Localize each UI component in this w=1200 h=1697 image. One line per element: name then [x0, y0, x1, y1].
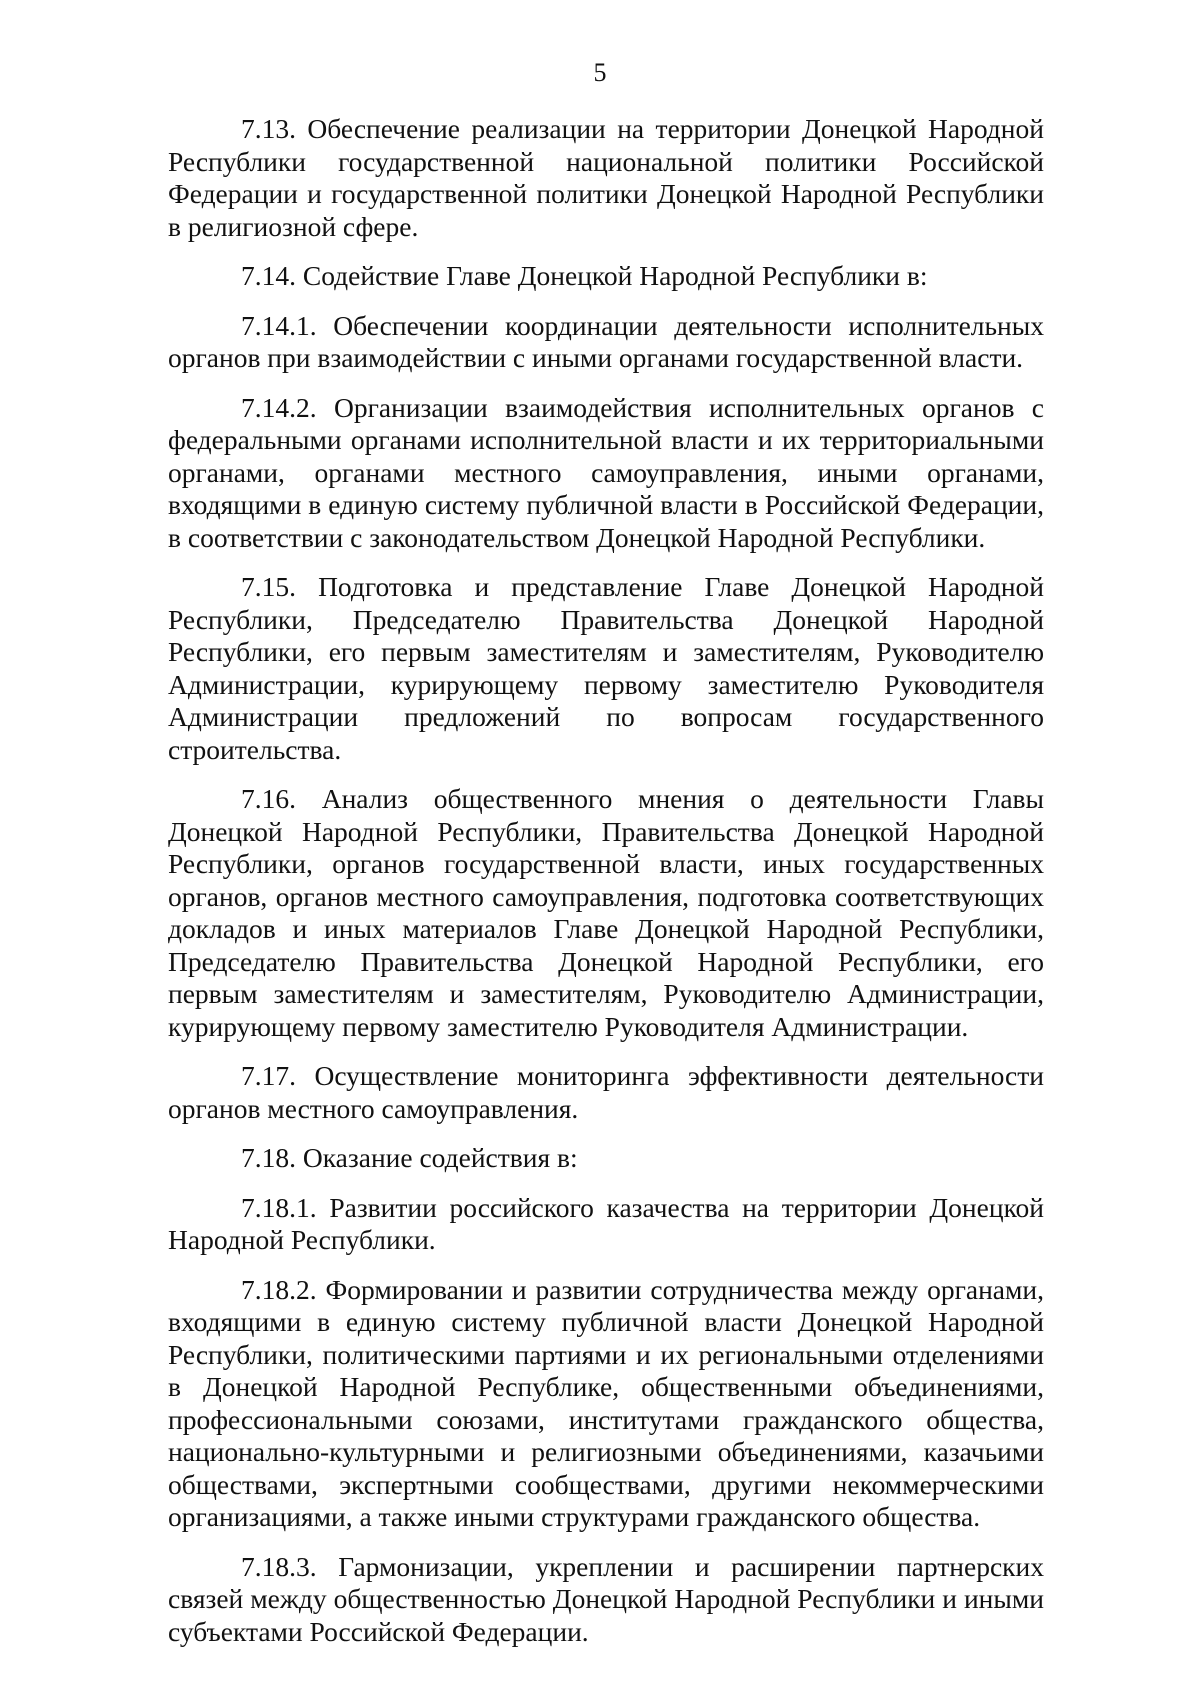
paragraph-7-14: 7.14. Содействие Главе Донецкой Народной Республики в: — [241, 260, 928, 291]
paragraph-7-16: 7.16. Анализ общественного мнения о деятельности Главы Донецкой Народной Республики, Правительства Донецкой Народной Республики, органов государственной власти, иных государственных органов, органов местного самоуправления, подготовка соответствующих докладов и иных материалов Главе Донецкой Народной Республики, Председателю Правительства Донецкой Народной Республики, его первым заместителям и заместителям, Руководителю Администрации, курирующему первому заместителю Руководителя Администрации. — [168, 783, 1044, 1042]
paragraph-7-18-3: 7.18.3. Гармонизации, укреплении и расширении партнерских связей между общественностью Донецкой Народной Республики и иными субъектами Российской Федерации. — [168, 1550, 1044, 1647]
paragraph-7-18-1: 7.18.1. Развитии российского казачества на территории Донецкой Народной Республики. — [168, 1191, 1044, 1255]
paragraph-7-14-1: 7.14.1. Обеспечении координации деятельности исполнительных органов при взаимодействии с иными органами государственной власти. — [168, 309, 1044, 373]
paragraph-7-15: 7.15. Подготовка и представление Главе Донецкой Народной Республики, Председателю Правительства Донецкой Народной Республики, его первым заместителям и заместителям, Руководителю Администрации, курирующему первому заместителю Руководителя Администрации предложений по вопросам государственного строительства. — [168, 571, 1044, 765]
paragraph-7-17: 7.17. Осуществление мониторинга эффективности деятельности органов местного самоуправления. — [168, 1060, 1044, 1124]
page-number: 5 — [593, 58, 607, 87]
document-body — [168, 113, 1044, 1665]
paragraph-7-14-2: 7.14.2. Организации взаимодействия исполнительных органов с федеральными органами исполнительной власти и их территориальными органами, органами местного самоуправления, иными органами, входящими в единую систему публичной власти в Российской Федерации, в соответствии с законодательством Донецкой Народной Республики. — [168, 391, 1044, 553]
paragraph-7-18: 7.18. Оказание содействия в: — [241, 1142, 578, 1173]
paragraph-7-13: 7.13. Обеспечение реализации на территории Донецкой Народной Республики государственной национальной политики Российской Федерации и государственной политики Донецкой Народной Республики в религиозной сфере. — [168, 113, 1044, 242]
paragraph-7-18-2: 7.18.2. Формировании и развитии сотрудничества между органами, входящими в единую систему публичной власти Донецкой Народной Республики, политическими партиями и их региональными отделениями в Донецкой Народной Республике, общественными объединениями, профессиональными союзами, институтами гражданского общества, национально-культурными и религиозными объединениями, казачьими обществами, экспертными сообществами, другими некоммерческими организациями, а также иными структурами гражданского общества. — [168, 1273, 1044, 1532]
